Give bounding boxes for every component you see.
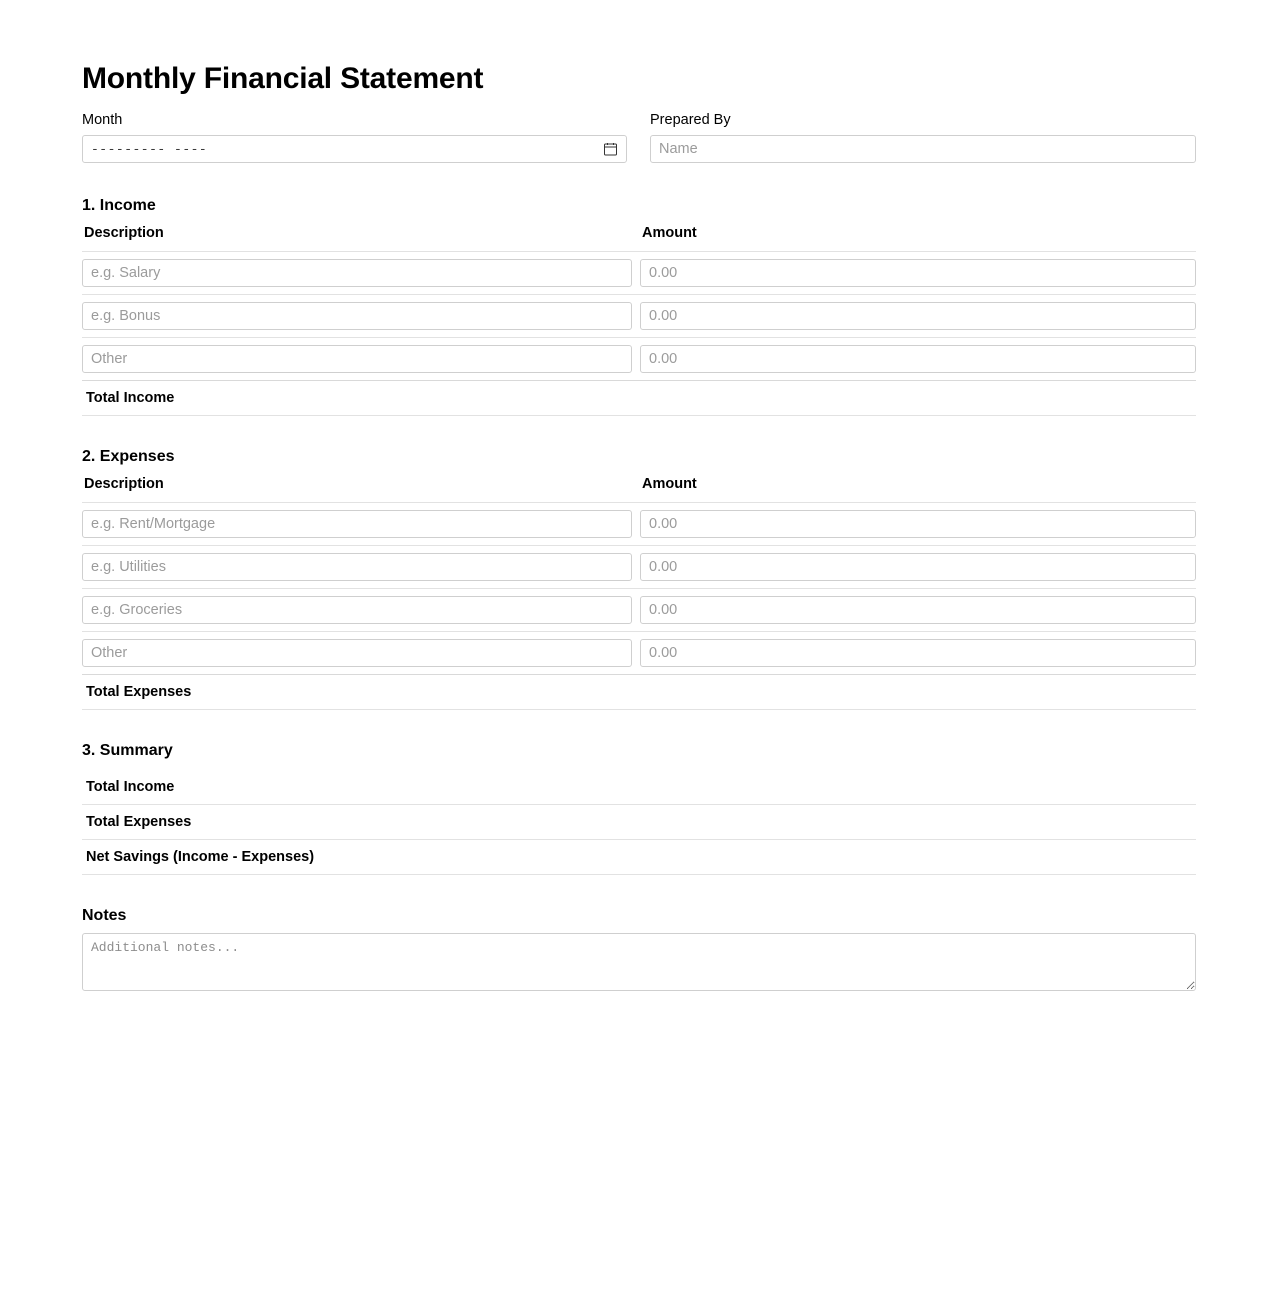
expenses-row-2-description-cell (82, 596, 632, 624)
income-amount-input-2[interactable] (640, 345, 1196, 373)
income-amount-input-1[interactable] (640, 302, 1196, 330)
income-section (82, 197, 1196, 416)
expenses-total-label: Total Expenses (86, 684, 192, 700)
income-description-input-1[interactable] (82, 302, 632, 330)
summary-net-savings-label: Net Savings (Income - Expenses) (86, 849, 315, 865)
income-total-label: Total Income (86, 390, 175, 406)
income-column-headers (82, 225, 1196, 249)
expenses-row-3-amount-cell (640, 639, 1196, 667)
expenses-amount-input-1[interactable] (640, 553, 1196, 581)
expenses-amount-input-0[interactable] (640, 510, 1196, 538)
expenses-amount-input-3[interactable] (640, 639, 1196, 667)
prepared-by-input[interactable] (650, 135, 1196, 163)
expenses-col-description: Description (84, 476, 164, 492)
summary-total-income-label: Total Income (86, 779, 175, 795)
notes-section (82, 907, 1196, 996)
expenses-total-row (82, 674, 1196, 710)
notes-heading: Notes (82, 907, 127, 924)
table-row (82, 337, 1196, 380)
expenses-column-headers (82, 476, 1196, 500)
income-col-description: Description (84, 225, 164, 241)
summary-row-net-savings (82, 840, 1196, 875)
income-row-1-description-cell (82, 302, 632, 330)
expenses-description-input-2[interactable] (82, 596, 632, 624)
income-row-2-amount-cell (640, 345, 1196, 373)
summary-heading: 3. Summary (82, 742, 173, 759)
summary-total-expenses-label: Total Expenses (86, 814, 192, 830)
expenses-row-3-description-cell (82, 639, 632, 667)
calendar-icon[interactable] (604, 143, 617, 156)
table-row (82, 502, 1196, 545)
expenses-description-input-1[interactable] (82, 553, 632, 581)
expenses-description-input-3[interactable] (82, 639, 632, 667)
table-row (82, 294, 1196, 337)
page-title: Monthly Financial Statement (82, 62, 484, 95)
expenses-row-2-amount-cell (640, 596, 1196, 624)
month-input-value: --------- ---- (91, 141, 208, 157)
prepared-by-field-group (650, 110, 1196, 163)
expenses-description-input-0[interactable] (82, 510, 632, 538)
table-row (82, 631, 1196, 674)
table-row (82, 251, 1196, 294)
month-input[interactable] (82, 135, 627, 163)
income-amount-input-0[interactable] (640, 259, 1196, 287)
expenses-col-amount: Amount (642, 476, 697, 492)
notes-textarea[interactable] (82, 933, 1196, 991)
income-col-amount: Amount (642, 225, 697, 241)
income-row-0-amount-cell (640, 259, 1196, 287)
table-row (82, 588, 1196, 631)
month-label: Month (82, 112, 123, 128)
income-heading: 1. Income (82, 197, 156, 214)
expenses-row-1-amount-cell (640, 553, 1196, 581)
income-row-1-amount-cell (640, 302, 1196, 330)
income-description-input-0[interactable] (82, 259, 632, 287)
expenses-row-0-description-cell (82, 510, 632, 538)
month-field-group (82, 110, 628, 163)
expenses-row-0-amount-cell (640, 510, 1196, 538)
income-description-input-2[interactable] (82, 345, 632, 373)
meta-row (82, 110, 1196, 163)
expenses-heading: 2. Expenses (82, 448, 175, 465)
income-row-2-description-cell (82, 345, 632, 373)
expenses-section (82, 448, 1196, 710)
prepared-by-label: Prepared By (650, 112, 731, 128)
income-total-row (82, 380, 1196, 416)
summary-section (82, 742, 1196, 875)
expenses-amount-input-2[interactable] (640, 596, 1196, 624)
table-row (82, 545, 1196, 588)
summary-row-total-income (82, 770, 1196, 805)
expenses-row-1-description-cell (82, 553, 632, 581)
summary-row-total-expenses (82, 805, 1196, 840)
income-row-0-description-cell (82, 259, 632, 287)
